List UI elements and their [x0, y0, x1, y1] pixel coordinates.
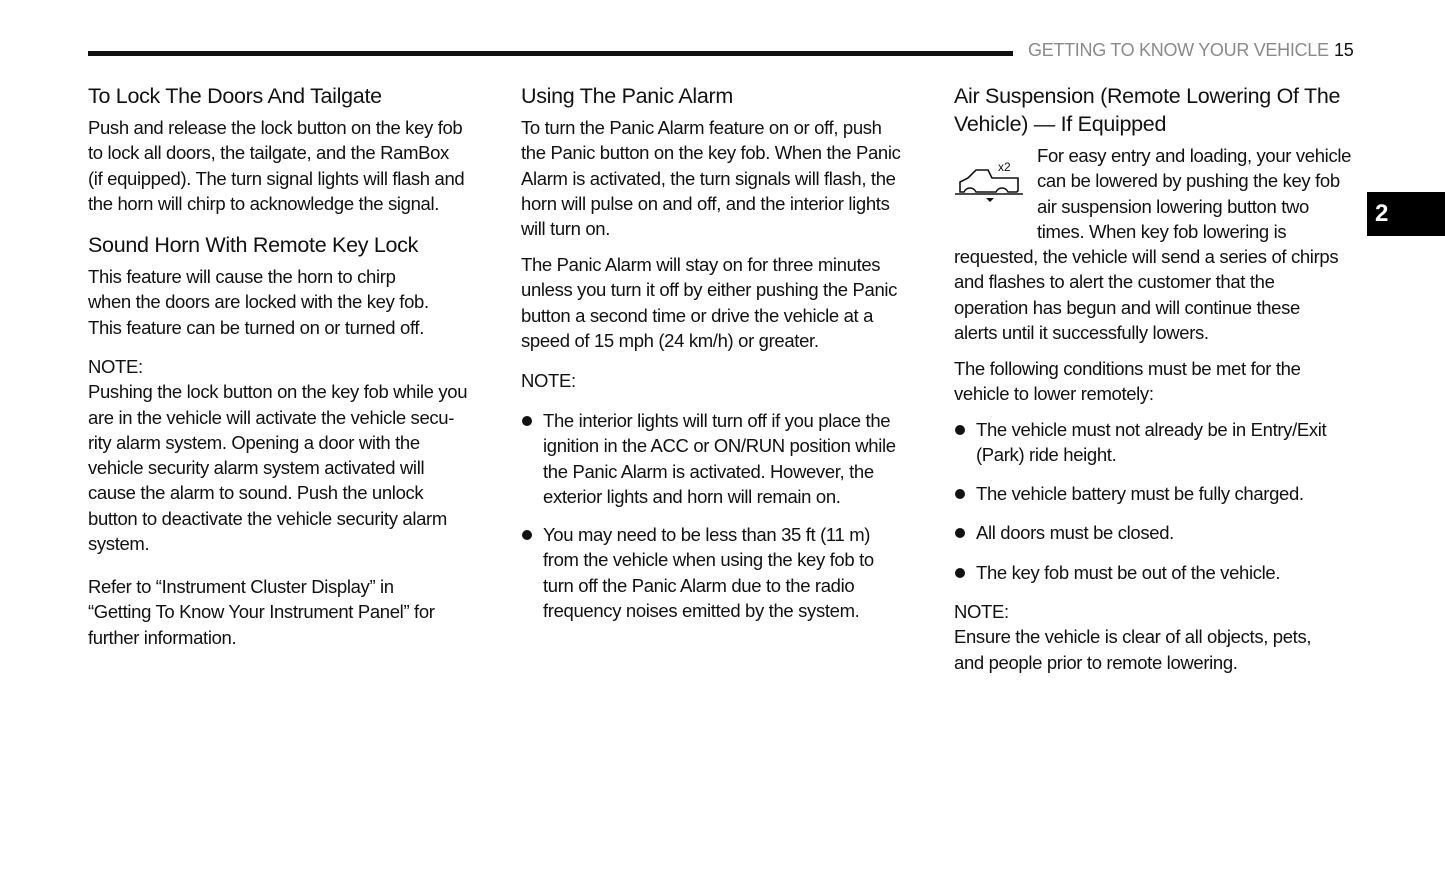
bullet-item	[976, 520, 1174, 545]
text-line: cause the alarm to sound. Push the unlock	[88, 482, 424, 504]
paragraph	[954, 244, 1338, 345]
text-line: when the doors are locked with the key fob.	[88, 291, 429, 313]
text-line: button a second time or drive the vehicle at a	[521, 304, 874, 326]
text-line: NOTE:	[521, 370, 576, 391]
bullet-item	[976, 481, 1304, 506]
section-heading	[88, 82, 382, 110]
text-line: from the vehicle when using the key fob to	[543, 549, 874, 571]
text-line: speed of 15 mph (24 km/h) or greater.	[521, 329, 819, 351]
text-line: (if equipped). The turn signal lights will flash and	[88, 167, 465, 189]
paragraph	[88, 264, 429, 340]
text-line: horn will pulse on and off, and the interior lights	[521, 192, 890, 214]
text-line: turn off the Panic Alarm due to the radio	[543, 574, 855, 596]
paragraph	[954, 599, 1311, 675]
bullet-item	[976, 560, 1280, 585]
text-line: to lock all doors, the tailgate, and the RamBox	[88, 142, 449, 164]
text-line: and flashes to alert the customer that the	[954, 271, 1275, 293]
section-heading	[954, 82, 1340, 138]
air-suspension-lower-icon	[954, 158, 1026, 204]
text-line: To turn the Panic Alarm feature on or off, push	[521, 117, 882, 138]
text-line: air suspension lowering button two	[1037, 195, 1309, 217]
text-line: system.	[88, 533, 150, 555]
text-line: and people prior to remote lowering.	[954, 651, 1238, 673]
paragraph	[521, 368, 576, 393]
text-line: are in the vehicle will activate the vehicle secu-	[88, 406, 455, 428]
paragraph	[88, 354, 467, 556]
text-line: The vehicle battery must be fully charged.	[976, 483, 1304, 504]
text-line: Pushing the lock button on the key fob while you	[88, 381, 468, 403]
text-line: button to deactivate the vehicle security alarm	[88, 507, 447, 529]
text-line: Ensure the vehicle is clear of all objects, pets,	[954, 626, 1312, 648]
text-line: NOTE:	[88, 356, 143, 377]
text-line: The interior lights will turn off if you place the	[543, 410, 891, 431]
paragraph	[88, 574, 435, 650]
text-line: vehicle to lower remotely:	[954, 383, 1154, 405]
bullet-item	[543, 408, 896, 509]
header-rule	[88, 51, 1013, 56]
paragraph	[88, 115, 464, 216]
text-line: This feature will cause the horn to chirp	[88, 266, 396, 287]
text-line: Refer to “Instrument Cluster Display” in	[88, 576, 394, 597]
text-line: Vehicle) — If Equipped	[954, 112, 1167, 136]
icon-label: x2	[998, 160, 1011, 174]
text-line: You may need to be less than 35 ft (11 m)	[543, 524, 871, 545]
page-number: 15	[1334, 40, 1354, 60]
text-line: Using The Panic Alarm	[521, 84, 733, 108]
paragraph	[521, 115, 901, 241]
text-line: frequency noises emitted by the system.	[543, 599, 860, 621]
text-line: (Park) ride height.	[976, 444, 1117, 466]
text-line: operation has begun and will continue these	[954, 296, 1300, 318]
text-line: The vehicle must not already be in Entry/Exit	[976, 419, 1327, 440]
text-line: ignition in the ACC or ON/RUN position while	[543, 435, 896, 457]
text-line: The following conditions must be met for the	[954, 358, 1301, 379]
paragraph	[954, 356, 1301, 407]
text-line: the Panic Alarm is activated. However, the	[543, 460, 874, 482]
text-line: To Lock The Doors And Tailgate	[88, 84, 382, 108]
text-line: Sound Horn With Remote Key Lock	[88, 233, 419, 257]
bullet-item	[543, 522, 874, 623]
text-line: unless you turn it off by either pushing the Panic	[521, 279, 898, 301]
section-title: GETTING TO KNOW YOUR VEHICLE	[1028, 40, 1329, 60]
chapter-tab: 2	[1367, 192, 1445, 236]
text-line: the Panic button on the key fob. When the Panic	[521, 142, 901, 164]
text-line: All doors must be closed.	[976, 522, 1174, 543]
text-line: rity alarm system. Opening a door with the	[88, 431, 420, 453]
text-line: the horn will chirp to acknowledge the signal.	[88, 192, 440, 214]
text-line: further information.	[88, 626, 237, 648]
text-line: times. When key fob lowering is	[1037, 220, 1287, 242]
text-line: alerts until it successfully lowers.	[954, 321, 1209, 343]
text-line: can be lowered by pushing the key fob	[1037, 170, 1340, 192]
text-line: NOTE:	[954, 601, 1009, 622]
text-line: The Panic Alarm will stay on for three minutes	[521, 254, 881, 275]
bullet-item	[976, 417, 1326, 468]
text-line: Air Suspension (Remote Lowering Of The	[954, 84, 1341, 108]
text-line: vehicle security alarm system activated will	[88, 457, 425, 479]
section-heading	[521, 82, 733, 110]
text-line: The key fob must be out of the vehicle.	[976, 562, 1281, 583]
text-line: requested, the vehicle will send a series of chirps	[954, 246, 1339, 267]
text-line: Alarm is activated, the turn signals will flash, the	[521, 167, 896, 189]
section-heading	[88, 231, 418, 259]
text-line: This feature can be turned on or turned off.	[88, 316, 424, 338]
text-line: exterior lights and horn will remain on.	[543, 485, 841, 507]
text-line: For easy entry and loading, your vehicle	[1037, 145, 1352, 166]
paragraph	[1037, 143, 1351, 244]
text-line: Push and release the lock button on the key fob	[88, 117, 463, 138]
paragraph	[521, 252, 897, 353]
text-line: will turn on.	[521, 218, 611, 240]
text-line: “Getting To Know Your Instrument Panel” for	[88, 601, 435, 623]
